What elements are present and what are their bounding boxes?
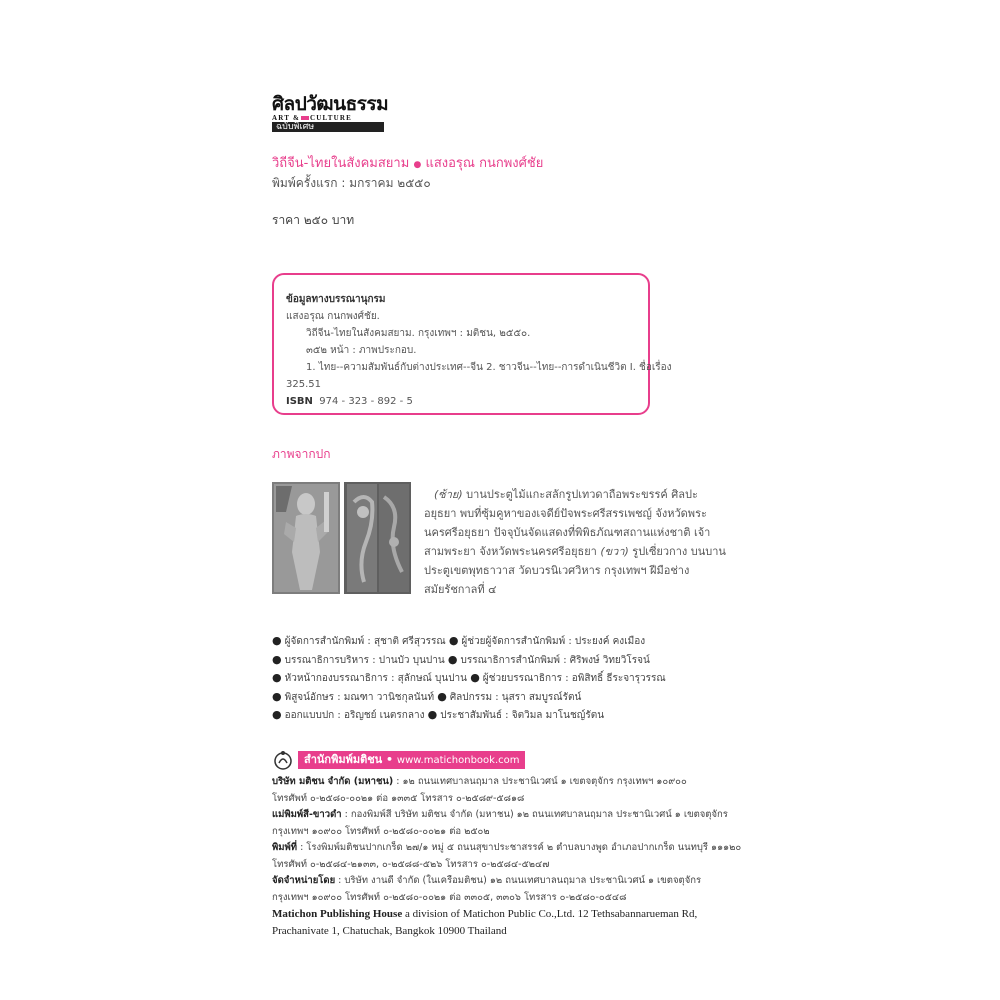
- bullet-icon: ●: [437, 689, 447, 703]
- catalog-line: 325.51: [286, 379, 321, 390]
- isbn-line: [286, 393, 636, 410]
- isbn-value: 974 - 323 - 892 - 5: [319, 396, 413, 407]
- publisher-header: [272, 749, 525, 771]
- staff-credits: [272, 632, 712, 725]
- catalog-line: ๓๕๒ หน้า : ภาพประกอบ.: [306, 345, 417, 356]
- publisher-line: แม่พิมพ์สี-ขาวดำ : กองพิมพ์สี บริษัท มติชน จำกัด (มหาชน) ๑๒ ถนนเทศบาลนฤมาล ประชานิเวศน์ ๑ เขตจตุจักร: [272, 809, 728, 820]
- publisher-line: จัดจำหน่ายโดย : บริษัท งานดี จำกัด (ในเครือมติชน) ๑๒ ถนนเทศบาลนฤมาล ประชานิเวศน์ ๑ เขตจตุจักร: [272, 875, 702, 886]
- bullet-icon: ●: [272, 671, 282, 684]
- publisher-banner-name: สำนักพิมพ์มติชน: [304, 753, 383, 766]
- publisher-english-line: Matichon Publishing House a division of Matichon Public Co.,Ltd. 12 Tethsabannarueman Rd,: [272, 908, 698, 920]
- cover-photo-left: [272, 482, 340, 594]
- caption-right-label: (ขวา): [596, 545, 629, 558]
- book-title-line: [272, 152, 543, 173]
- cover-heading: ภาพจากปก: [272, 447, 331, 461]
- cover-photo-right: [344, 482, 411, 594]
- logo-sub-left: ART &: [272, 114, 300, 122]
- staff-row: ● ออกแบบปก : อริญชย์ เนตรกลาง ● ประชาสัมพันธ์ : จิตวิมล มาโนชญ์รัตน: [272, 708, 605, 721]
- publisher-logo-icon: [272, 749, 294, 771]
- publisher-line: โทรศัพท์ ๐-๒๕๘๐-๐๐๒๑ ต่อ ๑๓๓๕ โทรสาร ๐-๒๕๘๙-๕๘๑๘: [272, 792, 525, 804]
- caption-line: สมัยรัชกาลที่ ๔: [424, 583, 497, 596]
- bullet-icon: ●: [427, 708, 438, 721]
- bullet-icon: ●: [470, 671, 480, 684]
- staff-row: ● ผู้จัดการสำนักพิมพ์ : สุชาติ ศรีสุวรรณ ● ผู้ช่วยผู้จัดการสำนักพิมพ์ : ประยงค์ คงเมือง: [272, 634, 646, 647]
- staff-row: ● บรรณาธิการบริหาร : ปานบัว บุนปาน ● บรรณาธิการสำนักพิมพ์ : ศิริพงษ์ วิทยวิโรจน์: [272, 652, 650, 666]
- caption-line: ประตูเขตพุทธาวาส วัดบวรนิเวศวิหาร กรุงเทพฯ ฝีมือช่าง: [424, 564, 690, 577]
- title-separator: ●: [413, 160, 422, 170]
- catalog-line: วิถีจีน-ไทยในสังคมสยาม. กรุงเทพฯ : มติชน, ๒๕๕๐.: [306, 328, 531, 339]
- logo-subtitle: [272, 114, 384, 122]
- publisher-url: www.matichonbook.com: [396, 755, 520, 766]
- logo-title: ศิลปวัฒนธรรม: [272, 93, 389, 115]
- cataloging-data-box: [272, 273, 672, 415]
- book-title: วิถีจีน-ไทยในสังคมสยาม: [272, 156, 410, 171]
- first-print-date: พิมพ์ครั้งแรก : มกราคม ๒๕๕๐: [272, 176, 431, 190]
- staff-row: ● หัวหน้ากองบรรณาธิการ : สุลักษณ์ บุนปาน ● ผู้ช่วยบรรณาธิการ : อพิสิทธิ์ ธีระจารุวรรณ: [272, 671, 666, 684]
- publisher-banner: สำนักพิมพ์มติชน • www.matichonbook.com: [298, 751, 525, 769]
- bullet-icon: ●: [272, 708, 282, 721]
- logo-dot-icon: [301, 116, 309, 120]
- caption-line: นครศรีอยุธยา ปัจจุบันจัดแสดงที่พิพิธภัณฑสถานแห่งชาติ เจ้า: [424, 526, 711, 539]
- catalog-heading: ข้อมูลทางบรรณานุกรม: [286, 294, 386, 305]
- publisher-line: กรุงเทพฯ ๑๐๙๐๐ โทรศัพท์ ๐-๒๕๘๐-๐๐๒๑ ต่อ ๓๓๐๕, ๓๓๐๖ โทรสาร ๐-๒๕๘๐-๐๕๔๘: [272, 891, 627, 903]
- catalog-line: แสงอรุณ กนกพงศ์ชัย.: [286, 311, 380, 322]
- caption-line: สามพระยา จังหวัดพระนครศรีอยุธยา (ขวา) รูปเซี่ยวกาง บนบาน: [424, 545, 726, 558]
- logo-sub-right: CULTURE: [310, 114, 352, 122]
- publisher-info: [272, 774, 742, 939]
- staff-row: ● พิสูจน์อักษร : มณฑา วานิชกุลนันท์ ● ศิลปกรรม : นุสรา สมบูรณ์รัตน์: [272, 689, 582, 703]
- logo-band: ฉบับพิเศษ: [272, 122, 384, 132]
- publisher-line: โทรศัพท์ ๐-๒๕๘๔-๒๑๓๓, ๐-๒๕๘๘-๕๒๖ โทรสาร ๐-๒๕๘๔-๕๒๔๗: [272, 858, 550, 870]
- cover-caption: [424, 485, 726, 599]
- magazine-logo: [272, 93, 389, 132]
- bullet-icon: ●: [447, 652, 458, 666]
- catalog-line: 1. ไทย--ความสัมพันธ์กับต่างประเทศ--จีน 2. ชาวจีน--ไทย--การดำเนินชีวิต I. ชื่อเรื่อง: [306, 362, 672, 373]
- caption-line: (ซ้าย) บานประตูไม้แกะสลักรูปเทวดาถือพระขรรค์ ศิลปะ: [434, 488, 698, 501]
- publisher-line: บริษัท มติชน จำกัด (มหาชน) : ๑๒ ถนนเทศบาลนฤมาล ประชานิเวศน์ ๑ เขตจตุจักร กรุงเทพฯ ๑๐๙๐๐: [272, 776, 687, 787]
- book-author: แสงอรุณ กนกพงศ์ชัย: [425, 156, 544, 171]
- carved-deity-image: [272, 482, 340, 594]
- caption-line: อยุธยา พบที่ซุ้มคูหาของเจดีย์ปัจพระศรีสรรเพชญ์ จังหวัดพระ: [424, 507, 707, 520]
- bullet-icon: ●: [272, 689, 282, 703]
- publisher-english-line: Prachanivate 1, Chatuchak, Bangkok 10900 Thailand: [272, 924, 507, 937]
- bullet-icon: ●: [272, 652, 282, 666]
- bullet-icon: ●: [448, 634, 459, 647]
- publisher-line: กรุงเทพฯ ๑๐๙๐๐ โทรศัพท์ ๐-๒๕๘๐-๐๐๒๑ ต่อ ๒๕๐๒: [272, 825, 490, 837]
- publisher-line: พิมพ์ที่ : โรงพิมพ์มติชนปากเกร็ด ๒๗/๑ หมู่ ๕ ถนนสุขาประชาสรรค์ ๒ ตำบลบางพูด อำเภอปากเกร็ด นนทบุรี ๑๑๑๒๐: [272, 842, 742, 853]
- bullet-icon: ●: [272, 634, 282, 647]
- caption-left-label: (ซ้าย): [434, 488, 463, 501]
- price: ราคา ๒๕๐ บาท: [272, 213, 355, 227]
- isbn-label: ISBN: [286, 396, 313, 407]
- painted-guardian-image: [344, 482, 411, 594]
